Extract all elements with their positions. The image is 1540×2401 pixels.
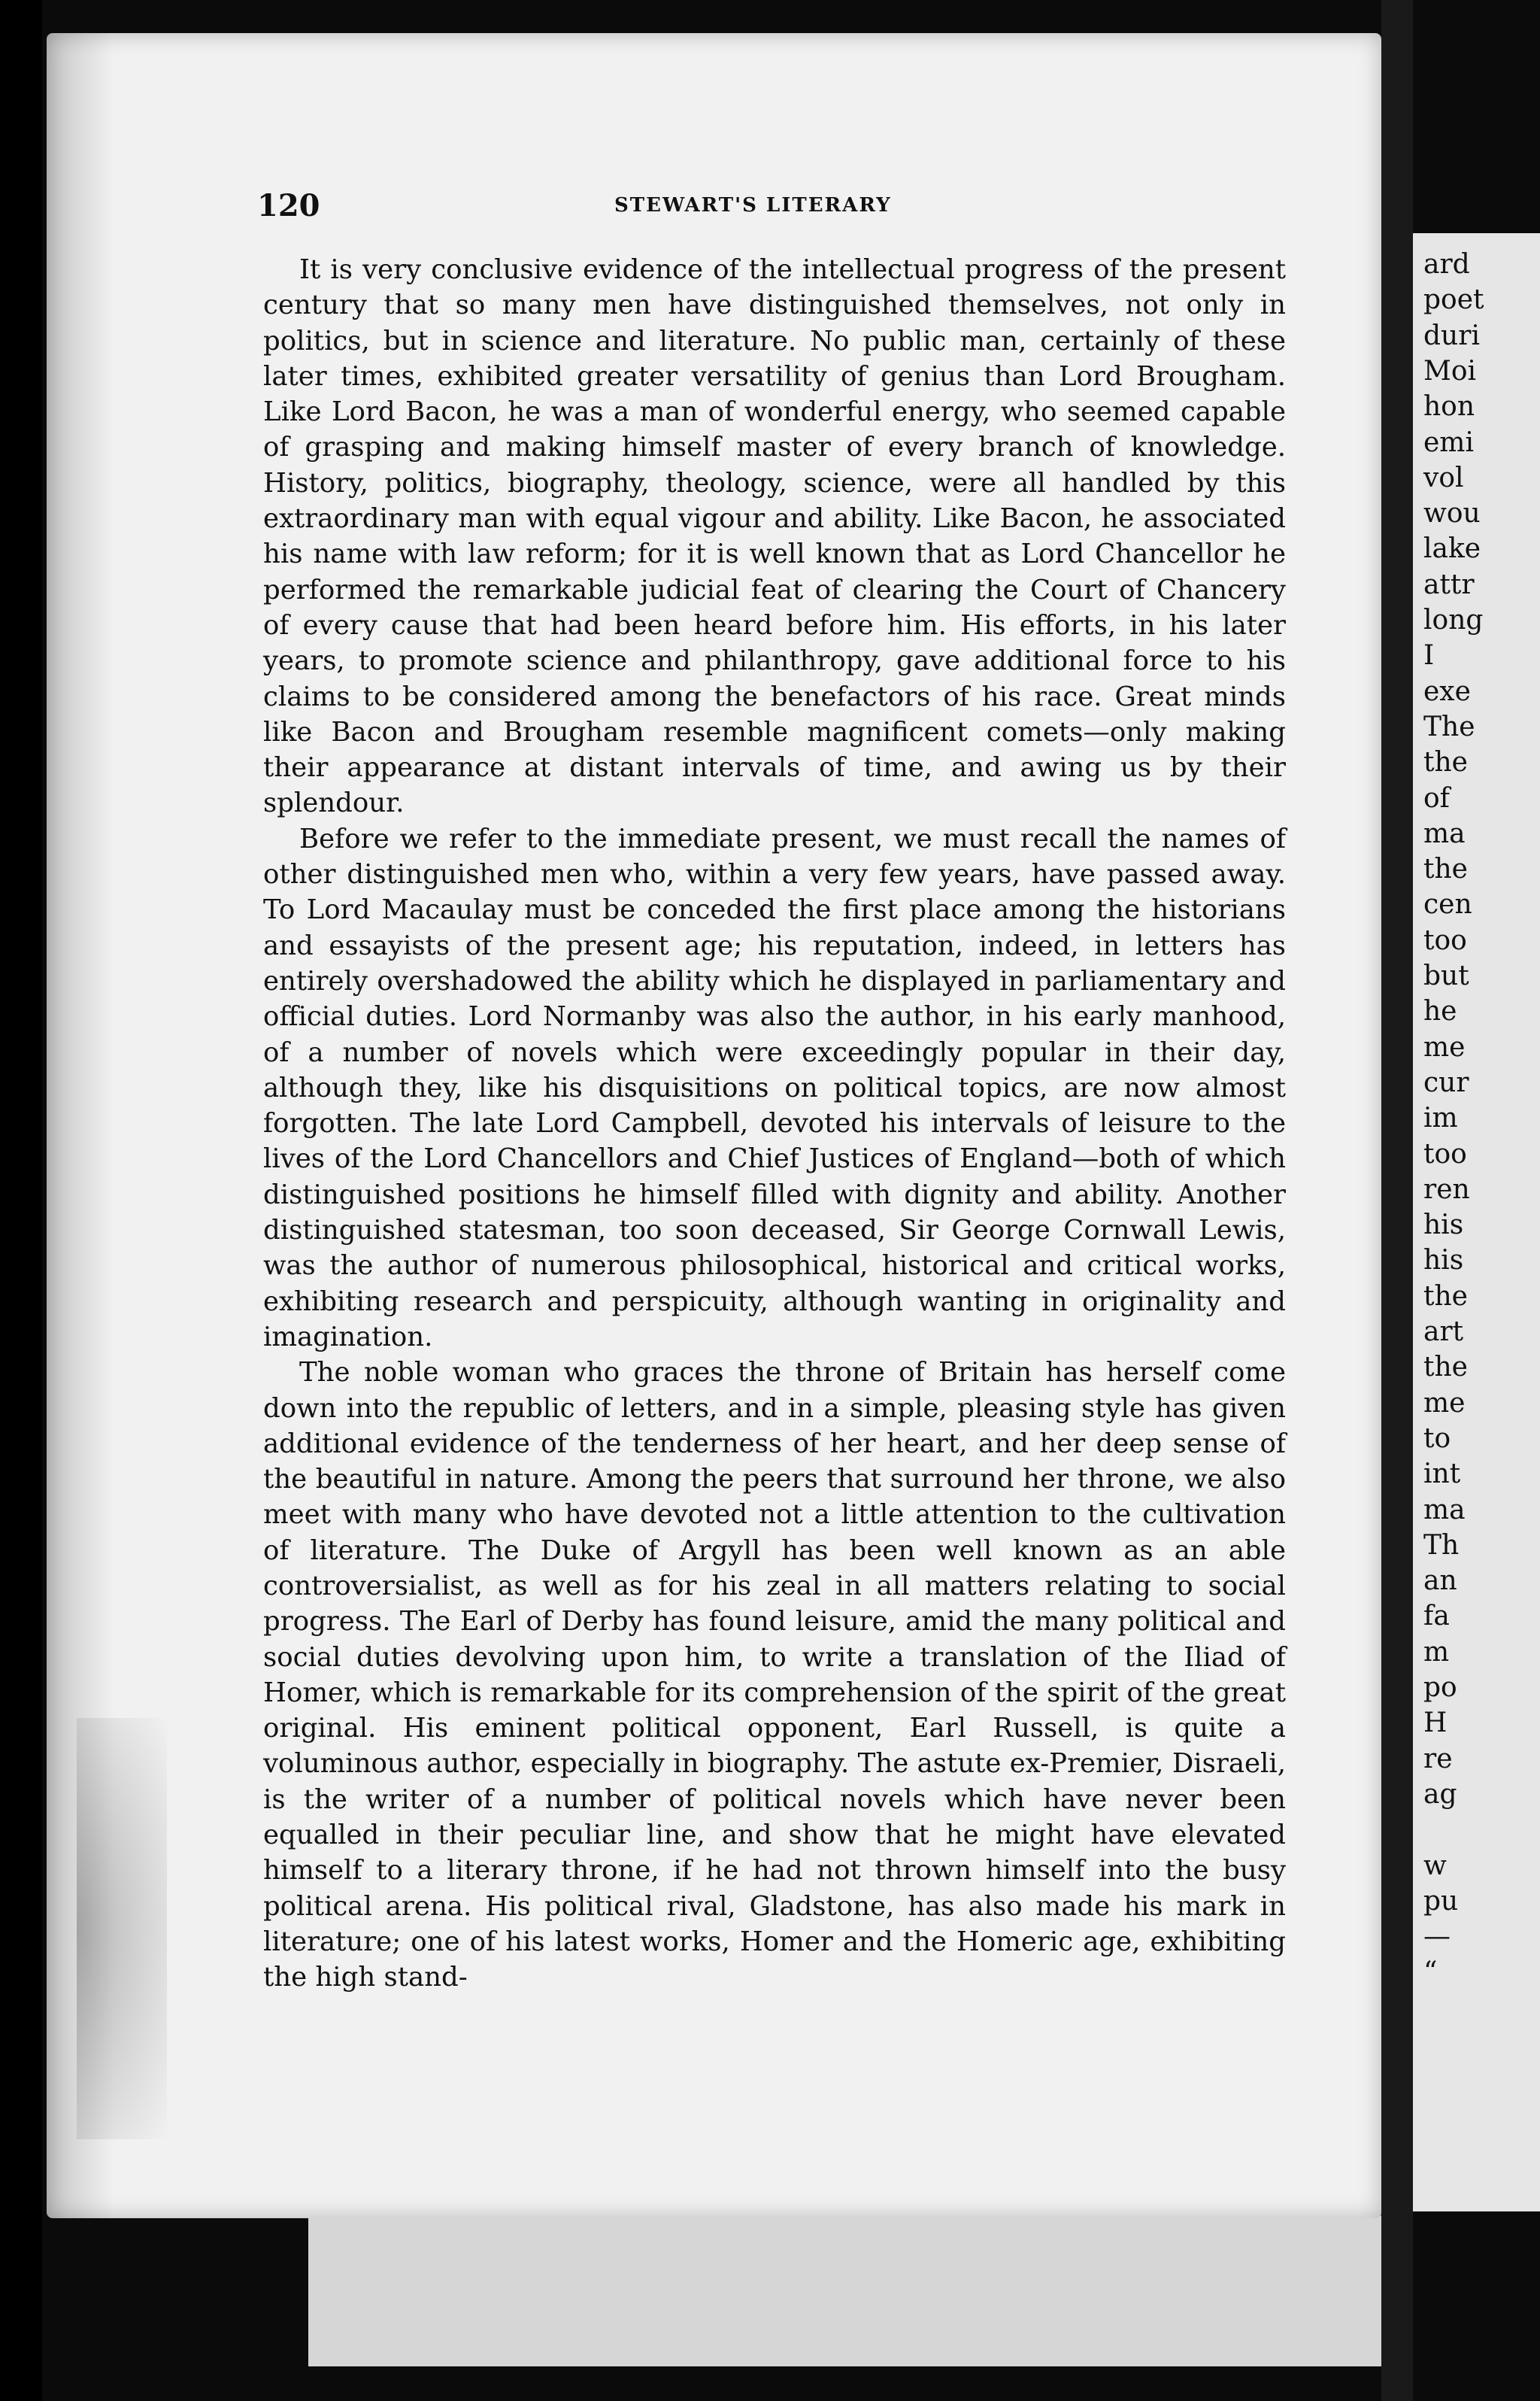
- facing-page-fragment: he: [1423, 996, 1457, 1027]
- facing-page-fragment: but: [1423, 961, 1469, 991]
- running-head: STEWART'S LITERARY: [614, 194, 892, 217]
- facing-page-fragment: his: [1423, 1245, 1464, 1276]
- page-number: 120: [257, 188, 320, 223]
- facing-page: [1413, 233, 1540, 2211]
- facing-page-fragment: fa: [1423, 1601, 1450, 1632]
- scan-left-edge: [0, 0, 42, 2401]
- facing-page-fragment: cur: [1423, 1067, 1469, 1098]
- facing-page-fragment: poet: [1423, 284, 1484, 316]
- facing-page-fragment: duri: [1423, 320, 1480, 351]
- facing-page-fragment: ma: [1423, 1494, 1466, 1525]
- facing-page-fragment: wou: [1423, 498, 1481, 530]
- facing-page-fragment: im: [1423, 1103, 1458, 1134]
- facing-page-fragment: ard: [1423, 249, 1470, 280]
- facing-page-fragment: of: [1423, 782, 1450, 814]
- facing-page-fragment: ren: [1423, 1173, 1470, 1205]
- facing-page-fragment: art: [1423, 1316, 1464, 1347]
- paragraph-macaulay: Before we refer to the immediate present, we must recall the names of other distinguished men who, within a very few years, have passed away. To Lord Macaulay must be conceded the first place among the historians and essayists of the present age; his reputation, indeed, in letters has entirely overshadowed the ability which he displayed in parliamentary and official duties. Lord Normanby was also the author, in his early manhood, of a number of novels which were exceedingly popular in their day, although they, like his disquisitions on political topics, are now almost forgotten. The late Lord Campbell, devoted his intervals of leisure to the lives of the Lord Chancellors and Chief Justices of England—both of which distinguished positions he himself filled with dignity and ability. Another distinguished statesman, too soon deceased, Sir George Cornwall Lewis, was the author of numerous philosophical, historical and critical works, exhibiting research and perspicuity, although wanting in originality and imagination.: [263, 823, 1286, 1352]
- facing-page-fragment: I: [1423, 640, 1435, 672]
- facing-page-fragment: vol: [1423, 462, 1464, 493]
- facing-page-fragment: ag: [1423, 1778, 1457, 1810]
- facing-page-fragment: —: [1423, 1921, 1451, 1953]
- book-gutter: [1381, 0, 1413, 2401]
- facing-page-fragment: exe: [1423, 675, 1471, 707]
- facing-page-fragment: lake: [1423, 533, 1481, 565]
- facing-page-fragment: H: [1423, 1707, 1448, 1739]
- facing-page-fragment: ma: [1423, 818, 1466, 849]
- facing-page-fragment: pu: [1423, 1885, 1459, 1917]
- facing-page-fragment: me: [1423, 1031, 1466, 1063]
- facing-page-fragment: m: [1423, 1636, 1450, 1668]
- facing-page-fragment: w: [1423, 1850, 1447, 1881]
- page-header: [257, 188, 1287, 223]
- facing-page-fragment: me: [1423, 1387, 1466, 1419]
- paragraph-brougham: It is very conclusive evidence of the intellectual progress of the present century that so many men have distinguished themselves, not only in politics, but in science and literature. No public man, certainly of these later times, exhibited greater versatility of genius than Lord Brougham. Like Lord Bacon, he was a man of wonderful energy, who seemed capable of grasping and making himself master of every branch of knowledge. History, politics, biography, theology, science, were all handled by this extraordinary man with equal vigour and ability. Like Bacon, he associated his name with law reform; for it is well known that as Lord Chancellor he performed the remarkable judicial feat of clearing the Court of Chancery of every cause that had been heard before him. His efforts, in his later years, to promote science and philanthropy, gave additional force to his claims to be considered among the benefactors of his race. Great minds like Bacon and Brougham resemble magnificent comets—only making their appearance at distant intervals of time, and awing us by their splendour.: [263, 254, 1286, 819]
- facing-page-fragment: int: [1423, 1459, 1461, 1490]
- facing-page-fragment: cen: [1423, 889, 1472, 921]
- facing-page-fragment: too: [1423, 1138, 1467, 1170]
- facing-page-fragment: attr: [1423, 569, 1475, 600]
- facing-page-fragment: an: [1423, 1565, 1457, 1597]
- facing-page-fragment: his: [1423, 1210, 1464, 1241]
- facing-page-fragment: Moi: [1423, 355, 1477, 387]
- facing-page-fragment: re: [1423, 1743, 1453, 1774]
- facing-page-fragment: the: [1423, 1352, 1468, 1383]
- facing-page-fragment: long: [1423, 605, 1484, 636]
- facing-page-fragment: “: [1423, 1956, 1438, 1988]
- page-edge-below: [308, 2211, 1384, 2366]
- body-text: [263, 252, 1286, 1996]
- paragraph-queen: The noble woman who graces the throne of Britain has herself come down into the republic of letters, and in a simple, pleasing style has given additional evidence of the tenderness of her heart, and her deep sense of the beautiful in nature. Among the peers that surround her throne, we also meet with many who have devoted not a little attention to the cultivation of literature. The Duke of Argyll has been well known as an able controversialist, as well as for his zeal in all matters relating to social progress. The Earl of Derby has found leisure, amid the many political and social duties devolving upon him, to write a translation of the Iliad of Homer, which is remarkable for its comprehension of the spirit of the great original. His eminent political opponent, Earl Russell, is quite a voluminous author, especially in biography. The astute ex-Premier, Disraeli, is the writer of a number of political novels which have never been equalled in their peculiar line, and show that he might have elevated himself to a literary throne, if he had not thrown himself into the busy political arena. His political rival, Gladstone, has also made his mark in literature; one of his latest works, Homer and the Homeric age, exhibiting the high stand-: [263, 1357, 1286, 1993]
- facing-page-fragment: the: [1423, 1280, 1468, 1312]
- facing-page-fragment: The: [1423, 711, 1475, 742]
- facing-page-fragment: too: [1423, 924, 1467, 956]
- facing-page-fragment: emi: [1423, 426, 1474, 458]
- facing-page-fragment: to: [1423, 1422, 1451, 1454]
- facing-page-fragment: Th: [1423, 1529, 1460, 1561]
- facing-page-fragment: the: [1423, 747, 1468, 779]
- facing-page-fragment: the: [1423, 854, 1468, 885]
- facing-page-fragment: hon: [1423, 391, 1475, 423]
- facing-page-fragment: po: [1423, 1672, 1457, 1703]
